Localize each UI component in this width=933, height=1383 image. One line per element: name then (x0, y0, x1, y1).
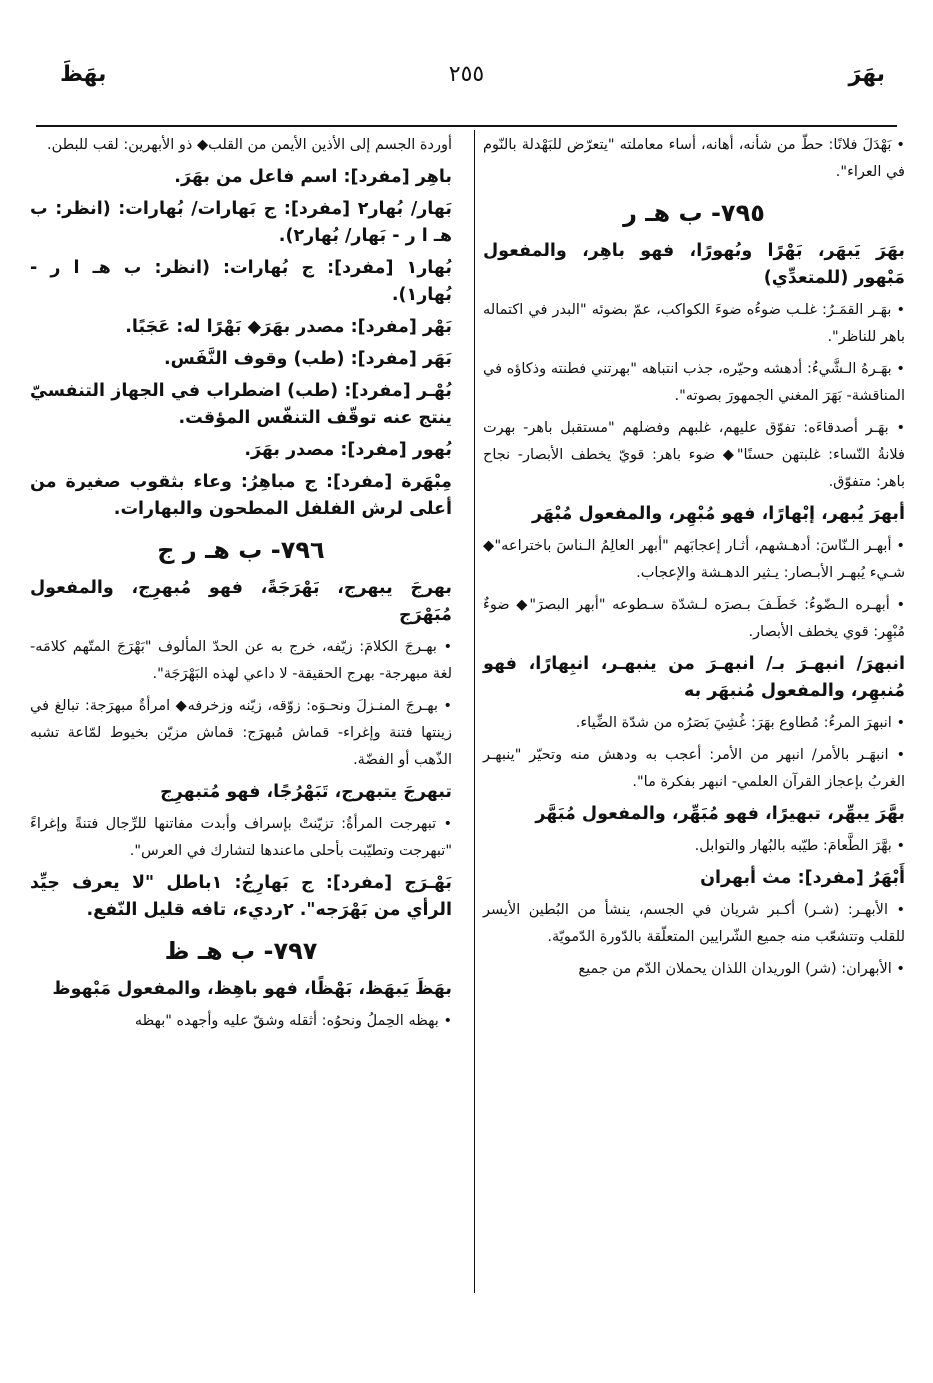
headword-entry: بَهار/ بُهار٢ [مفرد]: ج بَهارات/ بُهارات: (انظر: ب هـ ا ر - بَهار/ بُهار٢). (30, 199, 452, 246)
sense-entry: • انبهرَ المرءُ: مُطاوع بهَرَ: غُشِيَ بَصَرُه من شدّة الضِّياء. (575, 715, 905, 731)
headword-entry: تبهرجَ يتبهرج، تَبَهْرُجًا، فهو مُتبهرِج (160, 782, 452, 802)
headword-entry: بهرجَ يبهرج، بَهْرَجَةً، فهو مُبهرِج، والمفعول مُبَهْرَج (30, 578, 452, 625)
headword-entry: بهَرَ يَبهَر، بَهْرًا وبُهورًا، فهو باهِر، والمفعول مَبْهور (للمتعدِّي) (483, 241, 905, 288)
root-heading: ٧٩٧- ب هـ ظ (164, 937, 318, 965)
sense-entry: • أبهـره الـضّوءُ: خَطَـفَ بـصرَه لـشدّة سـطوعه "أبهر البصرَ"◆ ضوءٌ مُبْهِر: قوي يخطف الأبصار. (483, 597, 905, 640)
headword-entry: أَبْهَرُ [مفرد]: مث أبهران (700, 868, 905, 888)
left-column (30, 132, 452, 1040)
headword-entry: انبهرَ/ انبهـرَ بـ/ انبهـرَ من ينبهـر، انبِهارًا، فهو مُنبهِر، والمفعول مُنبهَر به (483, 654, 905, 701)
headword-entry: مِبْهَرة [مفرد]: ج مباهِرُ: وعاء بثقوب صغيرة من أعلى لرش الفلفل المطحون والبهارات. (30, 472, 452, 519)
headword-entry: باهِر [مفرد]: اسم فاعل من بهَرَ. (174, 167, 452, 187)
headword-entry: بُهْـر [مفرد]: (طب) اضطراب في الجهاز التنفسيّ ينتج عنه توقّف التنفّس المؤقت. (30, 381, 452, 428)
headword-entry: بهَّرَ يبهِّر، تبهيرًا، فهو مُبَهِّر، والمفعول مُبَهَّر (535, 804, 905, 824)
continued-text: أوردة الجسم إلى الأذين الأيمن من القلب◆ ذو الأبهرين: لقب للبطن. (46, 137, 452, 153)
column-divider (474, 130, 475, 1293)
right-column (483, 132, 905, 988)
root-heading: ٧٩٦- ب هـ ر ج (157, 536, 325, 564)
sense-entry: • أبهـر الـنّاسَ: أدهـشهم، أثـار إعجابَهم "أبهر العالِمُ الـناسَ باختراعه"◆ شـيء يُبهـر الأبـصار: يـثير الدهـشة والإعجاب. (483, 538, 905, 581)
headword-entry: بَهْر [مفرد]: مصدر بهَرَ◆ بَهْرًا له: عَجَبًا. (125, 317, 452, 337)
sense-entry: • بهظه الحِملُ ونحوُه: أثقله وشقّ عليه وأجهده "بهظه (134, 1013, 452, 1029)
header-right-guide-word: بهَرَ (848, 62, 885, 87)
sense-entry: • بهـرجَ المنـزلَ ونحـوَه: زوّقه، زيّنه وزخرفه◆ امرأةٌ مبهرَجة: تبالغ في زينتها فتنة وإغراء- قماش مُبهرَج: قماش مزيّن بخيوط لمّاعة تشبه الذّهب أو الفضّة. (30, 698, 452, 768)
header-left-guide-word: بهَظَ (60, 62, 107, 87)
sense-entry: • بَهْدَلَ فلانًا: حطّ من شأنه، أهانه، أساء معاملته "يتعرّض للبَهْدلة بالنّوم في العراء". (483, 137, 905, 180)
headword-entry: بهَظَ يَبهَظ، بَهْظًا، فهو باهِظ، والمفعول مَبْهوظ (52, 979, 452, 999)
sense-entry: • بهَـرهُ الـشَّيءُ: أدهشه وحيّره، جذب انتباهه "بهرتني فطنته وذكاؤه في المناقشة- بَهَرَ المغني الجمهورَ بصوته". (483, 361, 905, 404)
headword-entry: بُهور [مفرد]: مصدر بهَرَ. (244, 440, 452, 460)
sense-entry: • انبهَـر بالأمر/ انبهر من الأمر: أعجب به ودهش منه وتحيّر "ينبهـر الغربُ بإعجاز القرآن العلمي- انبهر بفكرة ما". (483, 747, 905, 790)
sense-entry: • تبهرجت المرأةُ: تزيّنتْ بإسراف وأبدت مفاتنها للرِّجال فتنةً وإغراءً "تبهرجت وتطيّبت بأحلى ماعندها لتشارك في العرس". (30, 816, 452, 859)
headword-entry: أبهرَ يُبهر، إبْهارًا، فهو مُبْهِر، والمفعول مُبْهَر (531, 504, 905, 524)
sense-entry: • بهـرجَ الكلامَ: زيّفه، خرج به عن الحدّ المألوف "بَهْرَجَ المتّهم كلامَه- لغة مبهرجة- بهرج الحقيقة- لا داعي لهذه البَهْرَجَة". (30, 639, 452, 682)
sense-entry: • بهَـر القمَـرُ: غلـب ضوءُه ضوءَ الكواكب، عمّ بضوئه "البدر في اكتماله باهر للناظر". (483, 302, 905, 345)
page-header (40, 62, 893, 102)
headword-entry: بُهار١ [مفرد]: ج بُهارات: (انظر: ب هـ ا ر - بُهار١). (30, 258, 452, 305)
sense-entry: • الأبهـر: (شـر) أكـبر شريان في الجسم، ينشأ من البُطين الأيسر للقلب وتتشعّب منه جميع الشّرايين المتعلّقة بالدّورة الدّمويّة. (483, 902, 905, 945)
page-number: ٢٥٥ (448, 62, 485, 87)
headword-entry: بَهَر [مفرد]: (طب) وقوف النَّفَس. (163, 349, 452, 369)
header-rule (36, 125, 897, 127)
sense-entry: • الأبهران: (شر) الوريدان اللذان يحملان الدّم من جميع (578, 961, 905, 977)
sense-entry: • بهَـر أصدقاءَه: تفوّق عليهم، غلبهم وفضلهم "مستقبل باهر- بهرت فلانةُ النّساء: غلبتهن حسنًا"◆ ضوء باهر: قويّ يخطف الأبصار- نجاح باهر: متفوّق. (483, 420, 905, 490)
sense-entry: • بهَّرَ الطَّعامَ: طيّبه بالبُهار والتوابل. (694, 838, 905, 854)
headword-entry: بَهْـرَج [مفرد]: ج بَهارِجُ: ١باطل "لا يعرف جيِّد الرأي من بَهْرَجه". ٢رديء، تافه قليل النّفع. (30, 873, 452, 920)
root-heading: ٧٩٥- ب هـ ر (623, 199, 765, 227)
